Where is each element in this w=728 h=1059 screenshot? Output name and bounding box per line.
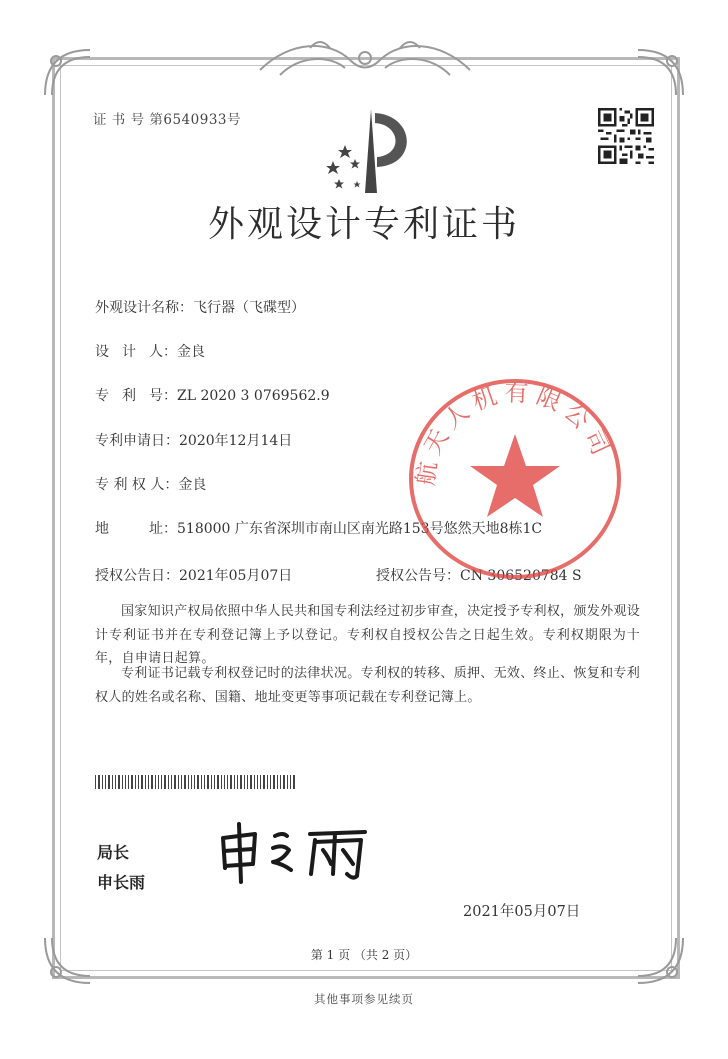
barcode-icon: [95, 775, 295, 789]
legal-status-paragraph: 专利证书记载专利权登记时的法律状况。专利权的转移、质押、无效、终止、恢复和专利权人的姓名或名称、国籍、地址变更等事项记载在专利登记簿上。: [95, 666, 640, 705]
grant-date-value: 2021年05月07日: [179, 568, 293, 584]
seal-text: 航天人机有限公司: [411, 378, 618, 488]
grant-number-label: 授权公告号：: [376, 568, 460, 584]
address-value: 518000 广东省深圳市南山区南光路153号悠然天地8栋1C: [177, 521, 543, 537]
patent-number-row: [95, 385, 330, 405]
footer-note: 其他事项参见续页: [314, 992, 414, 1006]
grant-date-label: 授权公告日：: [95, 568, 179, 584]
designer-label: 设 计 人：: [95, 344, 177, 360]
patentee-label: 专 利 权 人：: [95, 477, 179, 493]
filing-date-label: 专利申请日：: [95, 433, 179, 449]
company-seal-icon: [400, 372, 630, 587]
filing-date-row: [95, 430, 292, 450]
signatory-name: 申长雨: [97, 873, 146, 892]
designer-row: [95, 341, 205, 361]
grant-number-value: CN 306520784 S: [460, 568, 582, 584]
design-name-label: 外观设计名称：: [95, 300, 193, 316]
grant-date-row: [95, 565, 292, 585]
grant-statement-paragraph: 国家知识产权局依照中华人民共和国专利法经过初步审查，决定授予专利权，颁发外观设计专利证书并在专利登记簿上予以登记。专利权自授权公告之日起生效。专利权期限为十年，自申请日起算。: [95, 604, 640, 666]
certificate-title: 外观设计专利证书: [207, 204, 520, 245]
handwritten-signature-icon: [215, 820, 385, 885]
filing-date-value: 2020年12月14日: [179, 433, 293, 449]
certificate-number: 证 书 号 第6540933号: [93, 112, 241, 128]
design-name-value: 飞行器（飞碟型）: [193, 300, 305, 316]
design-name-row: [95, 297, 305, 317]
patentee-value: 金良: [178, 477, 207, 493]
designer-value: 金良: [177, 344, 205, 360]
issue-date: 2021年05月07日: [463, 904, 581, 920]
qr-code-icon: [598, 108, 654, 164]
patent-office-emblem-icon: [315, 105, 427, 197]
corner-ornament-icon: [40, 45, 96, 101]
address-label: 地 址：: [95, 521, 177, 537]
top-ornament-icon: [250, 30, 480, 85]
signatory-title: 局长: [97, 843, 130, 862]
patent-number-value: ZL 2020 3 0769562.9: [177, 388, 330, 404]
patentee-row: [95, 474, 206, 494]
corner-ornament-icon: [632, 45, 688, 101]
patent-number-label: 专 利 号：: [95, 388, 177, 404]
page-indicator: 第 1 页 （共 2 页）: [310, 948, 418, 962]
